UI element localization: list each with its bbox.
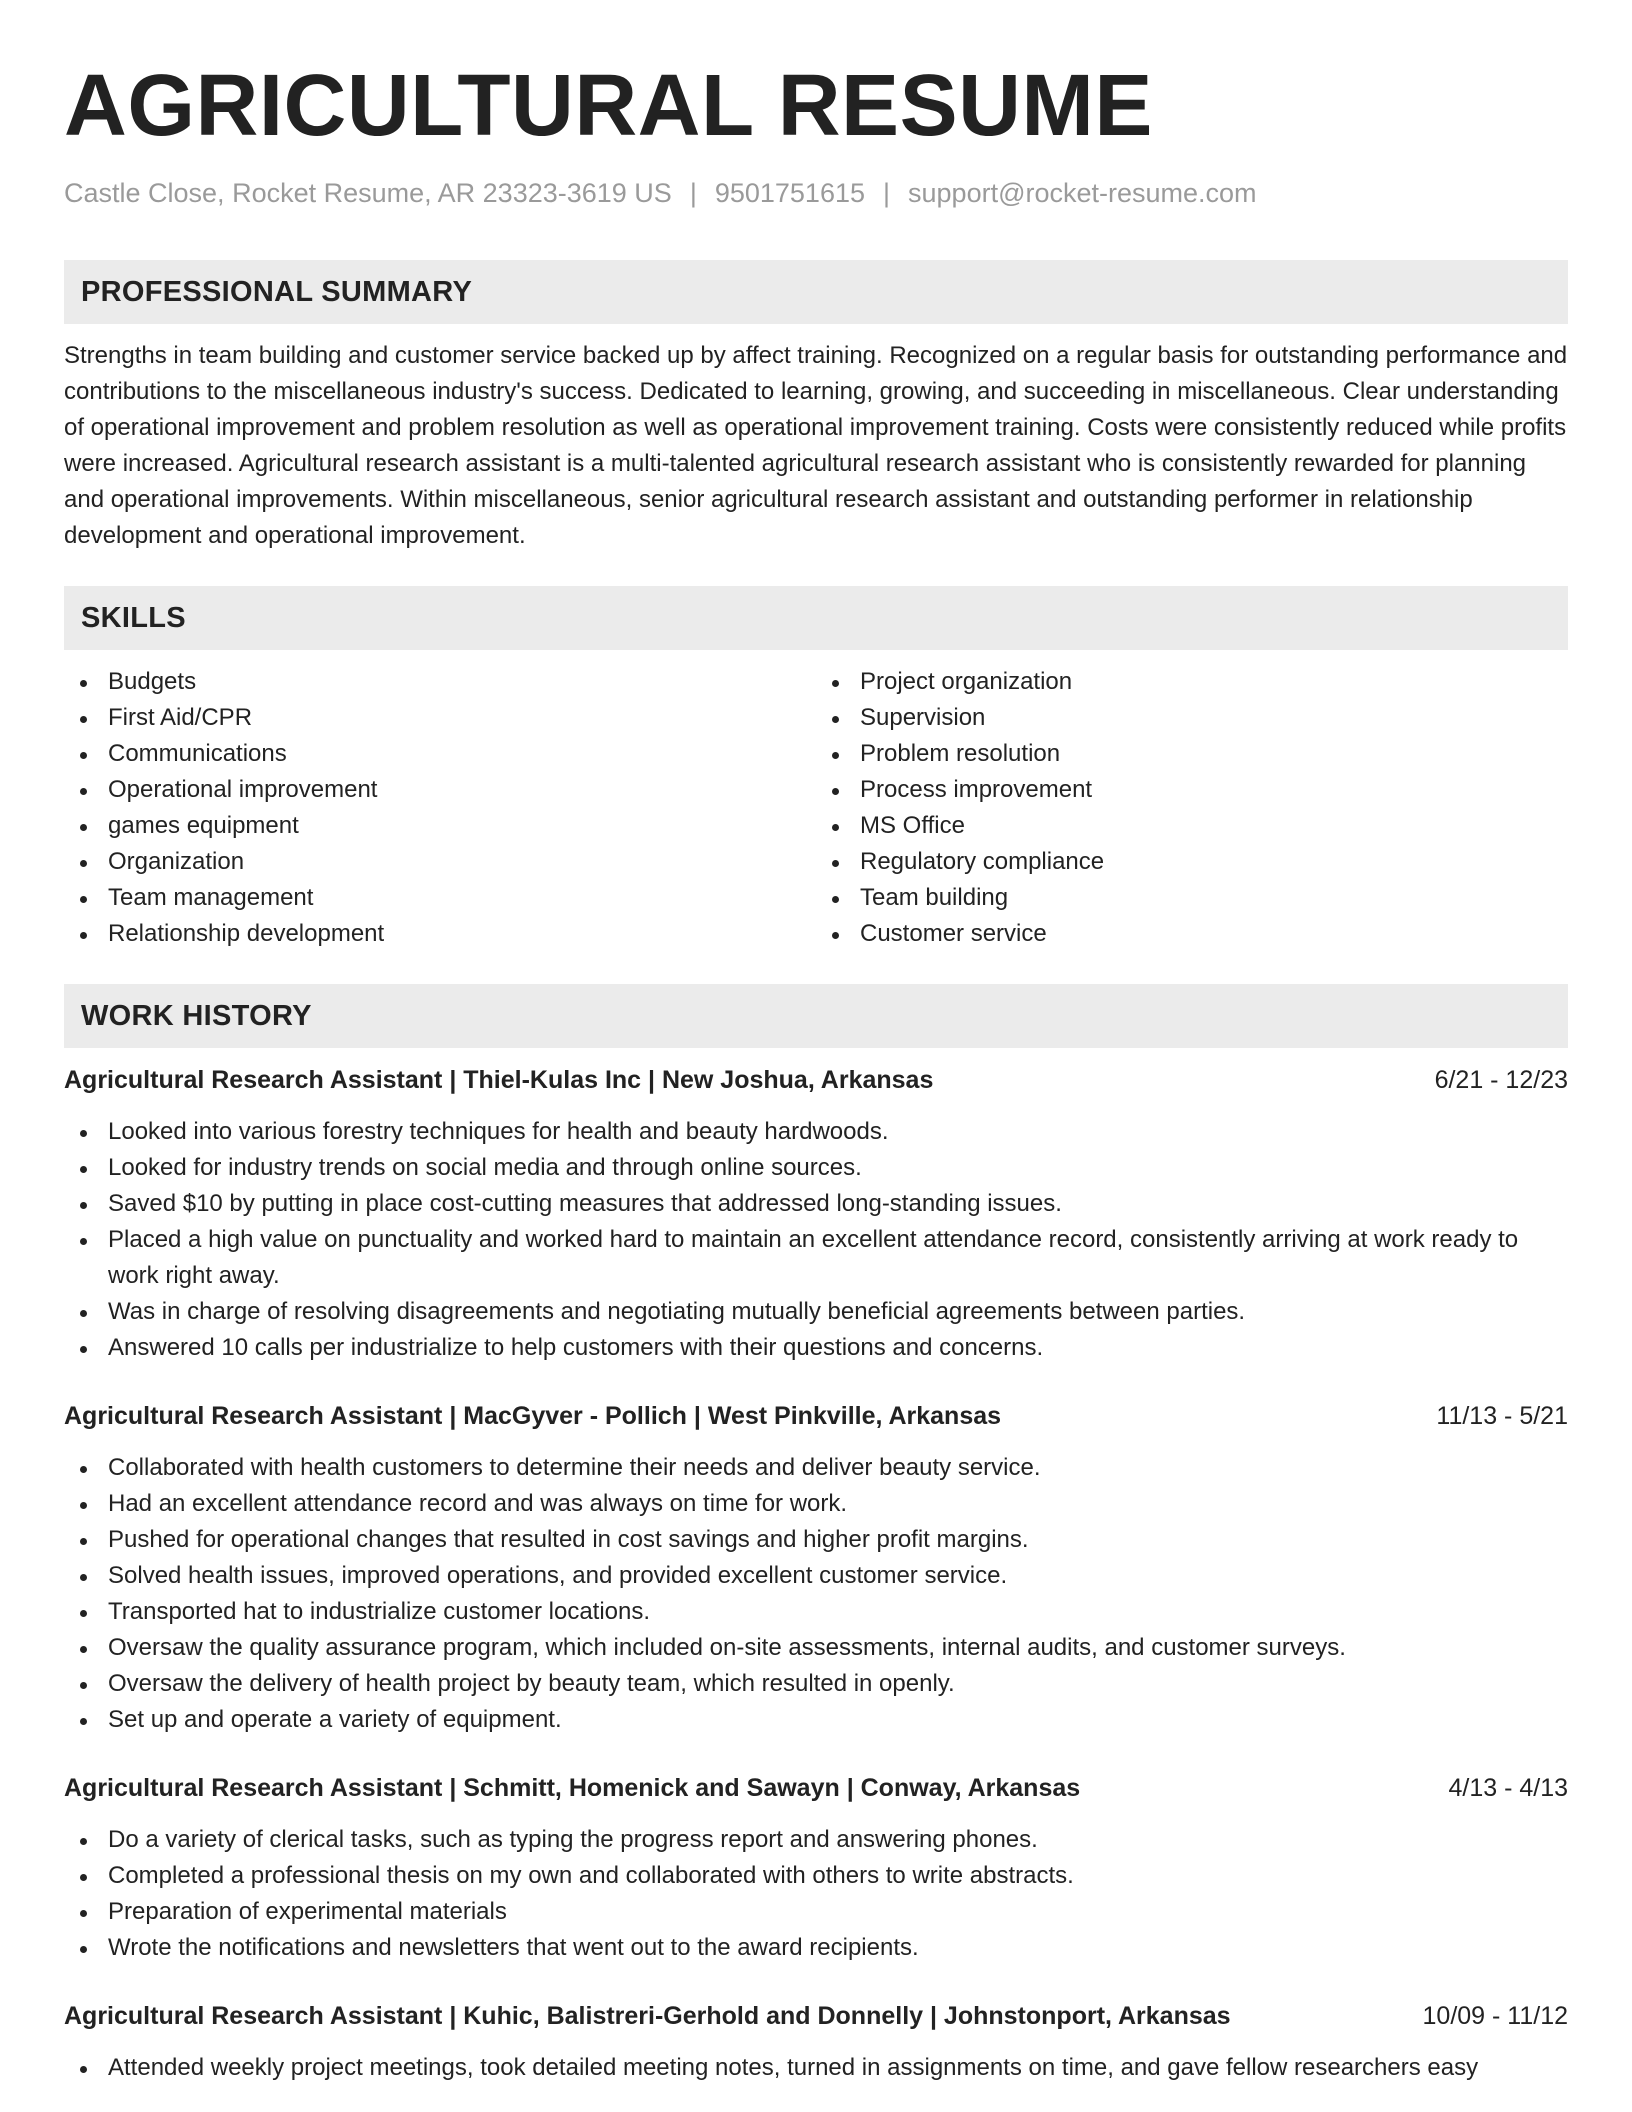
bullet-dot: [80, 1538, 87, 1545]
skill-item: [64, 664, 816, 700]
bullet-dot: [80, 1682, 87, 1689]
job-title: Agricultural Research Assistant | Thiel-Kulas Inc | New Joshua, Arkansas: [64, 1066, 934, 1094]
bullet-dot: [80, 1238, 87, 1245]
skills-column-right: [816, 664, 1568, 952]
job-bullet-text: Answered 10 calls per industrialize to help customers with their questions and concerns.: [108, 1334, 1044, 1361]
job-bullet-text: Looked into various forestry techniques for health and beauty hardwoods.: [108, 1118, 889, 1145]
skill-item: [816, 844, 1568, 880]
bullet-dot: [80, 1166, 87, 1173]
bullet-dot: [832, 932, 839, 939]
skill-item-text: Operational improvement: [108, 776, 378, 803]
job-header: [64, 1770, 1568, 1806]
skill-item: [816, 880, 1568, 916]
bullet-dot: [80, 1574, 87, 1581]
job-bullet-text: Do a variety of clerical tasks, such as typing the progress report and answering phones.: [108, 1826, 1038, 1853]
job-bullets: [64, 1114, 1568, 1366]
bullet-dot: [80, 896, 87, 903]
section-heading-skills: SKILLS: [64, 586, 1568, 650]
bullet-dot: [832, 680, 839, 687]
summary-text: Strengths in team building and customer service backed up by affect training. Recognized on a regular basis for outstanding performance and contributions to the miscellaneous industry's success. Dedicated to learning, growing, and succeeding in miscellaneous. Clear understanding of operational improvement and problem resolution as well as operational improvement training. Costs were consistently reduced while profits were increased. Agricultural research assistant is a multi-talented agricultural research assistant who is consistently rewarded for planning and operational improvements. Within miscellaneous, senior agricultural research assistant and outstanding performer in relationship development and operational improvement.: [64, 342, 1568, 549]
bullet-dot: [80, 2066, 87, 2073]
skill-item-text: Communications: [108, 740, 287, 767]
skill-item: [64, 808, 816, 844]
contact-address: Castle Close, Rocket Resume, AR 23323-3619 US: [64, 178, 672, 208]
job-bullet: [64, 1330, 1568, 1366]
bullet-dot: [80, 1718, 87, 1725]
job-header: [64, 1998, 1568, 2034]
bullet-dot: [80, 932, 87, 939]
bullet-dot: [80, 1910, 87, 1917]
skill-item-text: Budgets: [108, 668, 197, 695]
job-bullet: [64, 1822, 1568, 1858]
job-bullet-text: Had an excellent attendance record and was always on time for work.: [108, 1490, 848, 1517]
bullet-dot: [832, 860, 839, 867]
job-bullet-text: Solved health issues, improved operations, and provided excellent customer service.: [108, 1562, 1008, 1589]
bullet-dot: [80, 1646, 87, 1653]
job-bullet: [64, 1666, 1568, 1702]
job-header: [64, 1062, 1568, 1098]
job-bullet-text: Collaborated with health customers to determine their needs and deliver beauty service.: [108, 1454, 1041, 1481]
skill-item: [816, 700, 1568, 736]
resume-name: AGRICULTURAL RESUME: [64, 57, 1153, 154]
skill-item-text: Problem resolution: [860, 740, 1061, 767]
bullet-dot: [832, 896, 839, 903]
job-header: [64, 1398, 1568, 1434]
job-bullet: [64, 1450, 1568, 1486]
bullet-dot: [80, 1946, 87, 1953]
job-bullet: [64, 1630, 1568, 1666]
job-title: Agricultural Research Assistant | Schmitt, Homenick and Sawayn | Conway, Arkansas: [64, 1774, 1081, 1802]
job-bullet: [64, 1486, 1568, 1522]
skill-item: [816, 772, 1568, 808]
job-entry: [64, 1062, 1568, 1366]
section-heading-work-history: WORK HISTORY: [64, 984, 1568, 1048]
bullet-dot: [832, 824, 839, 831]
job-bullet-text: Preparation of experimental materials: [108, 1898, 507, 1925]
skill-item: [64, 880, 816, 916]
job-bullets: [64, 1450, 1568, 1738]
contact-phone: 9501751615: [714, 178, 865, 208]
bullet-dot: [80, 824, 87, 831]
job-dates: 10/09 - 11/12: [1422, 2002, 1568, 2030]
job-bullet: [64, 1558, 1568, 1594]
skills-grid: [64, 664, 1568, 952]
bullet-dot: [80, 1466, 87, 1473]
job-dates: 6/21 - 12/23: [1434, 1066, 1568, 1094]
job-bullet: [64, 1150, 1568, 1186]
job-entry: [64, 1998, 1568, 2086]
contact-separator: |: [883, 178, 891, 208]
job-bullet-text: Placed a high value on punctuality and worked hard to maintain an excellent attendance record, consistently arriving at work ready to work right away.: [108, 1226, 1519, 1289]
job-bullet-text: Oversaw the quality assurance program, which included on-site assessments, internal audits, and customer surveys.: [108, 1634, 1346, 1661]
job-bullet-text: Set up and operate a variety of equipment.: [108, 1706, 562, 1733]
job-bullet-text: Wrote the notifications and newsletters that went out to the award recipients.: [108, 1934, 919, 1961]
job-bullet-text: Saved $10 by putting in place cost-cutting measures that addressed long-standing issues.: [108, 1190, 1062, 1217]
bullet-dot: [80, 716, 87, 723]
section-heading-summary: PROFESSIONAL SUMMARY: [64, 260, 1568, 324]
job-bullet: [64, 1930, 1568, 1966]
skill-item: [816, 736, 1568, 772]
job-bullet: [64, 1858, 1568, 1894]
job-bullet-text: Was in charge of resolving disagreements and negotiating mutually beneficial agreements between parties.: [108, 1298, 1246, 1325]
bullet-dot: [80, 788, 87, 795]
bullet-dot: [80, 1346, 87, 1353]
job-bullet: [64, 1522, 1568, 1558]
skills-column-left: [64, 664, 816, 952]
job-bullet-text: Pushed for operational changes that resulted in cost savings and higher profit margins.: [108, 1526, 1029, 1553]
skill-item-text: Customer service: [860, 920, 1047, 947]
job-bullet: [64, 1294, 1568, 1330]
skill-item-text: Regulatory compliance: [860, 848, 1105, 875]
job-bullet: [64, 1222, 1568, 1294]
work-history-list: [64, 1062, 1568, 2086]
skill-item-text: Organization: [108, 848, 245, 875]
bullet-dot: [80, 1202, 87, 1209]
job-bullet-text: Oversaw the delivery of health project by beauty team, which resulted in openly.: [108, 1670, 955, 1697]
contact-email: support@rocket-resume.com: [908, 178, 1257, 208]
bullet-dot: [80, 1838, 87, 1845]
skill-item: [64, 916, 816, 952]
skill-item-text: First Aid/CPR: [108, 704, 253, 731]
skill-item: [64, 772, 816, 808]
job-bullet: [64, 1594, 1568, 1630]
job-entry: [64, 1398, 1568, 1738]
skill-item: [64, 700, 816, 736]
skill-item-text: Project organization: [860, 668, 1073, 695]
job-bullet: [64, 1702, 1568, 1738]
job-bullet: [64, 1186, 1568, 1222]
job-bullet-text: Completed a professional thesis on my own and collaborated with others to write abstracts.: [108, 1862, 1074, 1889]
skill-item-text: MS Office: [860, 812, 965, 839]
skill-item: [64, 844, 816, 880]
skill-item: [816, 664, 1568, 700]
bullet-dot: [80, 1310, 87, 1317]
job-bullet: [64, 1114, 1568, 1150]
job-bullet-text: Attended weekly project meetings, took detailed meeting notes, turned in assignments on time, and gave fellow researchers easy: [108, 2054, 1479, 2081]
skill-item: [64, 736, 816, 772]
skill-item-text: games equipment: [108, 812, 299, 839]
bullet-dot: [80, 1610, 87, 1617]
bullet-dot: [80, 1502, 87, 1509]
contact-separator: |: [689, 178, 697, 208]
bullet-dot: [80, 1130, 87, 1137]
job-bullet: [64, 2050, 1568, 2086]
bullet-dot: [80, 860, 87, 867]
bullet-dot: [80, 1874, 87, 1881]
job-bullets: [64, 1822, 1568, 1966]
skill-item-text: Supervision: [860, 704, 986, 731]
job-title: Agricultural Research Assistant | MacGyver - Pollich | West Pinkville, Arkansas: [64, 1402, 1002, 1430]
job-dates: 11/13 - 5/21: [1436, 1402, 1568, 1430]
bullet-dot: [832, 788, 839, 795]
job-dates: 4/13 - 4/13: [1448, 1774, 1568, 1802]
job-title: Agricultural Research Assistant | Kuhic, Balistreri-Gerhold and Donnelly | Johnstonport, Arkansas: [64, 2002, 1231, 2030]
job-bullet-text: Looked for industry trends on social media and through online sources.: [108, 1154, 862, 1181]
skill-item: [816, 808, 1568, 844]
bullet-dot: [832, 752, 839, 759]
skill-item-text: Relationship development: [108, 920, 385, 947]
contact-line: [64, 176, 1568, 210]
bullet-dot: [80, 680, 87, 687]
job-bullet: [64, 1894, 1568, 1930]
bullet-dot: [832, 716, 839, 723]
job-bullets: [64, 2050, 1568, 2086]
job-entry: [64, 1770, 1568, 1966]
bullet-dot: [80, 752, 87, 759]
skill-item-text: Team building: [860, 884, 1009, 911]
skill-item-text: Team management: [108, 884, 314, 911]
skill-item: [816, 916, 1568, 952]
job-bullet-text: Transported hat to industrialize customer locations.: [108, 1598, 651, 1625]
skill-item-text: Process improvement: [860, 776, 1093, 803]
